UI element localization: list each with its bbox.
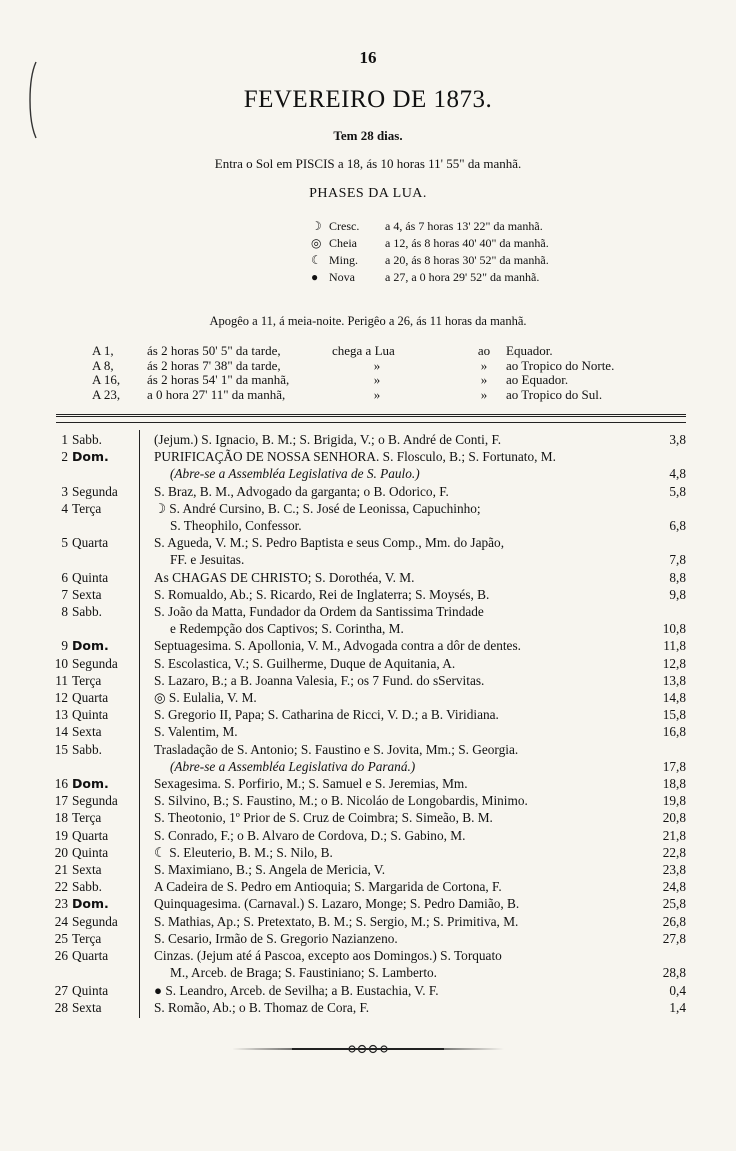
day-number: 10 xyxy=(54,655,68,671)
equator-time: ás 2 horas 54' 1" da manhã, xyxy=(147,372,290,387)
weekday: Segunda xyxy=(72,483,118,499)
equator-row xyxy=(92,359,614,374)
moon-age: 13,8 xyxy=(662,672,686,688)
moon-age: 22,8 xyxy=(662,844,686,860)
calendar-row xyxy=(50,655,686,672)
day-number: 25 xyxy=(54,930,68,946)
phase-name: Ming. xyxy=(329,253,359,267)
weekday xyxy=(68,964,142,981)
moon-age: 14,8 xyxy=(662,690,686,706)
weekday: Terça xyxy=(72,500,102,516)
day-number xyxy=(50,758,68,775)
phases-heading: PHASES DA LUA. xyxy=(309,186,427,201)
moon-age: 11,8 xyxy=(663,638,686,654)
weekday xyxy=(68,551,142,568)
phase-name: Cheia xyxy=(329,236,357,250)
moon-age: 5,8 xyxy=(669,483,686,499)
phase-text: a 4, ás 7 horas 13' 22" da manhã. xyxy=(385,219,543,233)
weekday: Sexta xyxy=(72,724,102,740)
moon-age: 3,8 xyxy=(669,432,686,447)
calendar-row xyxy=(50,569,686,586)
calendar-row xyxy=(50,637,686,654)
saints-text: ☽ S. André Cursino, B. C.; S. José de Leonissa, Capuchinho; xyxy=(154,500,481,516)
day-number: 15 xyxy=(54,741,68,757)
saints-text: S. Theophilo, Confessor. xyxy=(170,518,302,534)
calendar-row xyxy=(50,913,686,930)
day-number: 22 xyxy=(54,879,68,895)
equator-day: A 8, xyxy=(92,357,114,373)
moon-age: 4,8 xyxy=(669,466,686,482)
equator-prep: ao xyxy=(477,343,491,358)
day-number: 16 xyxy=(54,776,68,792)
weekday: Sabb. xyxy=(72,604,102,620)
equator-day: A 23, xyxy=(92,386,121,402)
phase-text: a 27, a 0 hora 29' 52" da manhã. xyxy=(385,270,540,284)
saints-text: ◎ S. Eulalia, V. M. xyxy=(154,690,257,706)
calendar-table xyxy=(50,431,686,1016)
calendar-row xyxy=(50,603,686,620)
weekday: Segunda xyxy=(72,793,118,809)
calendar-row xyxy=(50,878,686,895)
day-number xyxy=(50,465,68,482)
moon-age: 12,8 xyxy=(662,655,686,671)
day-number: 27 xyxy=(54,982,68,998)
day-number: 11 xyxy=(55,672,68,688)
day-number xyxy=(50,517,68,534)
equator-prep: » xyxy=(480,372,488,387)
weekday: Sabb. xyxy=(72,879,102,895)
calendar-row xyxy=(50,827,686,844)
equator-day: A 1, xyxy=(92,343,114,358)
weekday: Segunda xyxy=(72,655,118,671)
moon-phases-list xyxy=(311,218,549,286)
weekday: Quarta xyxy=(72,948,109,964)
day-number: 7 xyxy=(61,586,68,602)
calendar-row xyxy=(50,947,686,964)
moon-age xyxy=(640,448,686,465)
calendar-row xyxy=(50,517,686,534)
weekday: Quinta xyxy=(72,982,109,998)
calendar-row xyxy=(50,741,686,758)
day-number: 12 xyxy=(54,690,68,706)
calendar-row xyxy=(50,706,686,723)
sun-entry-note: Entra o Sol em PISCIS a 18, ás 10 horas 11' 55" da manhã. xyxy=(214,156,522,171)
day-number: 26 xyxy=(54,948,68,964)
weekday: Terça xyxy=(72,930,102,946)
weekday: Dom. xyxy=(72,449,109,465)
moon-age: 25,8 xyxy=(662,896,686,912)
calendar-row xyxy=(50,551,686,568)
new-moon-icon: ● xyxy=(311,270,319,284)
phase-row xyxy=(311,252,549,269)
saints-text: PURIFICAÇÃO DE NOSSA SENHORA. S. Flosculo, B.; S. Fortunato, M. xyxy=(154,449,556,465)
saints-text: Septuagesima. S. Apollonia, V. M., Advogada contra a dôr de dentes. xyxy=(154,638,521,654)
calendar-row xyxy=(50,620,686,637)
moon-age: 9,8 xyxy=(669,586,686,602)
equator-place: Equador. xyxy=(506,343,553,358)
moon-age: 8,8 xyxy=(669,569,686,585)
saints-text: (Jejum.) S. Ignacio, B. M.; S. Brigida, V.; o B. André de Conti, F. xyxy=(154,432,502,447)
calendar-row xyxy=(50,930,686,947)
calendar-row xyxy=(50,964,686,981)
equator-place: ao Equador. xyxy=(506,372,569,387)
day-number: 5 xyxy=(61,535,68,551)
saints-text: (Abre-se a Assembléa Legislativa do Paraná.) xyxy=(170,758,416,774)
equator-prep: » xyxy=(480,357,488,373)
day-number: 8 xyxy=(61,604,68,620)
saints-text: S. Romão, Ab.; o B. Thomaz de Cora, F. xyxy=(154,999,370,1015)
saints-text: S. Silvino, B.; S. Faustino, M.; o B. Nicoláo de Longobardis, Minimo. xyxy=(154,793,528,809)
equator-verb: chega a Lua xyxy=(332,343,395,358)
day-number: 4 xyxy=(61,500,68,516)
day-number: 9 xyxy=(61,638,68,654)
weekday: Sexta xyxy=(72,586,102,602)
moon-age xyxy=(640,603,686,620)
calendar-row xyxy=(50,844,686,861)
day-number: 1 xyxy=(61,432,68,447)
moon-age: 16,8 xyxy=(662,724,686,740)
saints-text: S. Cesario, Irmão de S. Gregorio Nazianzeno. xyxy=(154,930,398,946)
table-top-rule xyxy=(56,422,686,423)
weekday: Quinta xyxy=(72,707,109,723)
saints-text: (Abre-se a Assembléa Legislativa de S. Paulo.) xyxy=(170,466,420,482)
weekday: Quarta xyxy=(72,535,109,551)
moon-age: 1,4 xyxy=(669,999,686,1015)
days-note: Tem 28 dias. xyxy=(333,128,403,143)
moon-age: 0,4 xyxy=(669,982,686,998)
weekday: Quarta xyxy=(72,827,109,843)
equator-prep: » xyxy=(480,386,488,402)
moon-age xyxy=(640,534,686,551)
saints-text: ☾ S. Eleuterio, B. M.; S. Nilo, B. xyxy=(154,844,333,860)
day-number xyxy=(50,620,68,637)
saints-text: S. Conrado, F.; o B. Alvaro de Cordova, D.; S. Gabino, M. xyxy=(154,827,466,843)
equator-row xyxy=(92,388,614,403)
day-number xyxy=(50,551,68,568)
page-number: 16 xyxy=(359,48,377,67)
saints-text: S. Theotonio, 1º Prior de S. Cruz de Coimbra; S. Simeão, B. M. xyxy=(154,810,493,826)
equator-verb: » xyxy=(373,386,381,402)
phase-name: Cresc. xyxy=(329,219,360,233)
moon-age: 15,8 xyxy=(662,707,686,723)
moon-age: 19,8 xyxy=(662,793,686,809)
weekday: Sexta xyxy=(72,862,102,878)
equator-place: ao Tropico do Norte. xyxy=(506,357,615,373)
moon-age: 23,8 xyxy=(662,862,686,878)
weekday: Quinta xyxy=(72,844,109,860)
phase-text: a 20, ás 8 horas 30' 52" da manhã. xyxy=(385,253,549,267)
calendar-row xyxy=(50,999,686,1016)
calendar-row xyxy=(50,500,686,517)
moon-age: 27,8 xyxy=(662,930,686,946)
page-title: FEVEREIRO DE 1873. xyxy=(243,86,493,113)
equator-row xyxy=(92,344,614,359)
moon-age: 26,8 xyxy=(662,913,686,929)
calendar-row xyxy=(50,448,686,465)
full-moon-icon: ◎ xyxy=(311,236,322,250)
weekday xyxy=(68,517,142,534)
calendar-row xyxy=(50,792,686,809)
day-number: 14 xyxy=(54,724,68,740)
phase-row xyxy=(311,218,549,235)
calendar-row xyxy=(50,895,686,912)
weekday xyxy=(68,465,142,482)
saints-text: Trasladação de S. Antonio; S. Faustino e S. Jovita, Mm.; S. Georgia. xyxy=(154,741,519,757)
saints-text: Cinzas. (Jejum até á Pascoa, excepto aos Domingos.) S. Torquato xyxy=(154,948,502,964)
saints-text: As CHAGAS DE CHRISTO; S. Dorothéa, V. M. xyxy=(154,569,415,585)
day-number: 2 xyxy=(61,449,68,465)
moon-age: 28,8 xyxy=(662,965,686,981)
weekday xyxy=(68,758,142,775)
saints-text: S. Maximiano, B.; S. Angela de Mericia, V. xyxy=(154,862,386,878)
weekday: Terça xyxy=(72,672,102,688)
table-top-double-rule xyxy=(56,414,686,417)
calendar-row xyxy=(50,809,686,826)
saints-text: e Redempção dos Captivos; S. Corintha, M. xyxy=(170,621,404,637)
moon-age: 24,8 xyxy=(662,879,686,895)
calendar-row xyxy=(50,982,686,999)
phase-name: Nova xyxy=(329,270,355,284)
equator-verb: » xyxy=(373,357,381,373)
calendar-row xyxy=(50,723,686,740)
day-number: 13 xyxy=(54,707,68,723)
saints-text: S. Valentim, M. xyxy=(154,724,238,740)
calendar-row xyxy=(50,672,686,689)
day-number: 19 xyxy=(54,827,68,843)
phase-row xyxy=(311,235,549,252)
moon-age: 18,8 xyxy=(662,776,686,792)
saints-text: M., Arceb. de Braga; S. Faustiniano; S. Lamberto. xyxy=(170,965,438,981)
weekday: Sabb. xyxy=(72,741,102,757)
saints-text: S. Escolastica, V.; S. Guilherme, Duque de Aquitania, A. xyxy=(154,655,456,671)
moon-age xyxy=(640,947,686,964)
saints-text: ● S. Leandro, Arceb. de Sevilha; a B. Eustachia, V. F. xyxy=(154,982,439,998)
weekday: Sabb. xyxy=(72,432,102,447)
moon-age: 6,8 xyxy=(669,518,686,534)
weekday: Dom. xyxy=(72,638,109,654)
equator-verb: » xyxy=(373,372,381,387)
saints-text: S. Braz, B. M., Advogado da garganta; o B. Odorico, F. xyxy=(154,483,449,499)
moon-age: 10,8 xyxy=(662,621,686,637)
phase-row xyxy=(311,269,549,286)
calendar-row xyxy=(50,483,686,500)
weekday: Dom. xyxy=(72,776,109,792)
weekday: Sexta xyxy=(72,999,102,1015)
equator-row xyxy=(92,373,614,388)
calendar-row xyxy=(50,586,686,603)
moon-age: 7,8 xyxy=(669,552,686,568)
day-number: 18 xyxy=(54,810,68,826)
ornament-divider xyxy=(232,1043,504,1055)
moon-age: 20,8 xyxy=(662,810,686,826)
saints-text: S. Lazaro, B.; a B. Joanna Valesia, F.; os 7 Fund. do sServitas. xyxy=(154,672,485,688)
moon-age: 17,8 xyxy=(662,758,686,774)
calendar-row xyxy=(50,431,686,448)
weekday: Terça xyxy=(72,810,102,826)
equator-crossings xyxy=(92,344,614,402)
calendar-row xyxy=(50,861,686,878)
day-number: 3 xyxy=(61,483,68,499)
day-number: 21 xyxy=(54,862,68,878)
equator-time: ás 2 horas 50' 5" da tarde, xyxy=(147,343,281,358)
saints-text: Quinquagesima. (Carnaval.) S. Lazaro, Monge; S. Pedro Damião, B. xyxy=(154,896,520,912)
day-number: 6 xyxy=(61,569,68,585)
day-number xyxy=(50,964,68,981)
day-number: 23 xyxy=(54,896,68,912)
saints-text: A Cadeira de S. Pedro em Antioquia; S. Margarida de Cortona, F. xyxy=(154,879,502,895)
equator-time: a 0 hora 27' 11" da manhã, xyxy=(147,386,286,402)
equator-place: ao Tropico do Sul. xyxy=(506,386,603,402)
saints-text: FF. e Jesuitas. xyxy=(170,552,245,568)
calendar-row xyxy=(50,775,686,792)
saints-text: S. Agueda, V. M.; S. Pedro Baptista e seus Comp., Mm. do Japão, xyxy=(154,535,505,551)
saints-text: S. Gregorio II, Papa; S. Catharina de Ricci, V. D.; a B. Viridiana. xyxy=(154,707,499,723)
moon-age xyxy=(640,741,686,758)
equator-day: A 16, xyxy=(92,372,121,387)
moon-age xyxy=(640,500,686,517)
calendar-row xyxy=(50,465,686,482)
saints-text: S. João da Matta, Fundador da Ordem da Santissima Trindade xyxy=(154,604,484,620)
moon-age: 21,8 xyxy=(662,827,686,843)
calendar-row xyxy=(50,758,686,775)
weekday: Quarta xyxy=(72,690,109,706)
weekday: Segunda xyxy=(72,913,118,929)
day-number: 24 xyxy=(54,913,68,929)
equator-time: ás 2 horas 7' 38" da tarde, xyxy=(147,357,281,373)
saints-text: Sexagesima. S. Porfirio, M.; S. Samuel e S. Jeremias, Mm. xyxy=(154,776,468,792)
saints-text: S. Romualdo, Ab.; S. Ricardo, Rei de Inglaterra; S. Moysés, B. xyxy=(154,586,490,602)
day-number: 28 xyxy=(54,999,68,1015)
calendar-row xyxy=(50,534,686,551)
apogee-perigee-note: Apogêo a 11, á meia-noite. Perigêo a 26, ás 11 horas da manhã. xyxy=(209,314,527,328)
day-number: 20 xyxy=(54,844,68,860)
saints-text: S. Mathias, Ap.; S. Pretextato, B. M.; S. Sergio, M.; S. Primitiva, M. xyxy=(154,913,519,929)
weekday: Dom. xyxy=(72,896,109,912)
calendar-row xyxy=(50,689,686,706)
day-number: 17 xyxy=(54,793,68,809)
weekday xyxy=(68,620,142,637)
phase-text: a 12, ás 8 horas 40' 40" da manhã. xyxy=(385,236,549,250)
waning-icon: ☾ xyxy=(311,253,322,267)
weekday: Quinta xyxy=(72,569,109,585)
crescent-icon: ☽ xyxy=(311,219,322,233)
